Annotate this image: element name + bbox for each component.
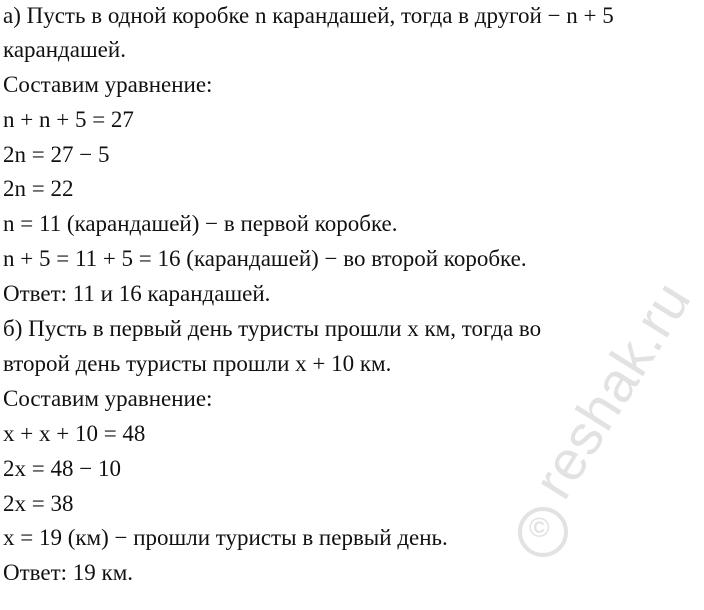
line-12: Составим уравнение:: [3, 386, 213, 411]
line-8: n + 5 = 11 + 5 = 16 (карандашей) − во второй коробке.: [3, 246, 527, 271]
line-14: 2x = 48 − 10: [3, 456, 121, 481]
line-10: б) Пусть в первый день туристы прошли x км, тогда во: [3, 316, 542, 341]
line-7: n = 11 (карандашей) − в первой коробке.: [3, 211, 398, 236]
copyright-icon: [518, 507, 568, 557]
line-17: Ответ: 19 км.: [3, 560, 134, 585]
watermark: [500, 269, 703, 605]
line-1: а) Пусть в одной коробке n карандашей, тогда в другой − n + 5: [3, 3, 614, 28]
line-15: 2x = 38: [3, 491, 74, 516]
line-11: второй день туристы прошли x + 10 км.: [3, 351, 392, 376]
line-6: 2n = 22: [3, 176, 74, 201]
line-9: Ответ: 11 и 16 карандашей.: [3, 281, 271, 306]
copyright-symbol: ©: [529, 512, 550, 543]
line-5: 2n = 27 − 5: [3, 142, 110, 167]
line-3: Составим уравнение:: [3, 72, 213, 97]
watermark-text: reshak.ru: [520, 269, 703, 509]
line-16: x = 19 (км) − прошли туристы в первый день.: [3, 525, 448, 550]
line-4: n + n + 5 = 27: [3, 107, 134, 132]
line-2: карандашей.: [3, 37, 126, 62]
line-13: x + x + 10 = 48: [3, 421, 146, 446]
